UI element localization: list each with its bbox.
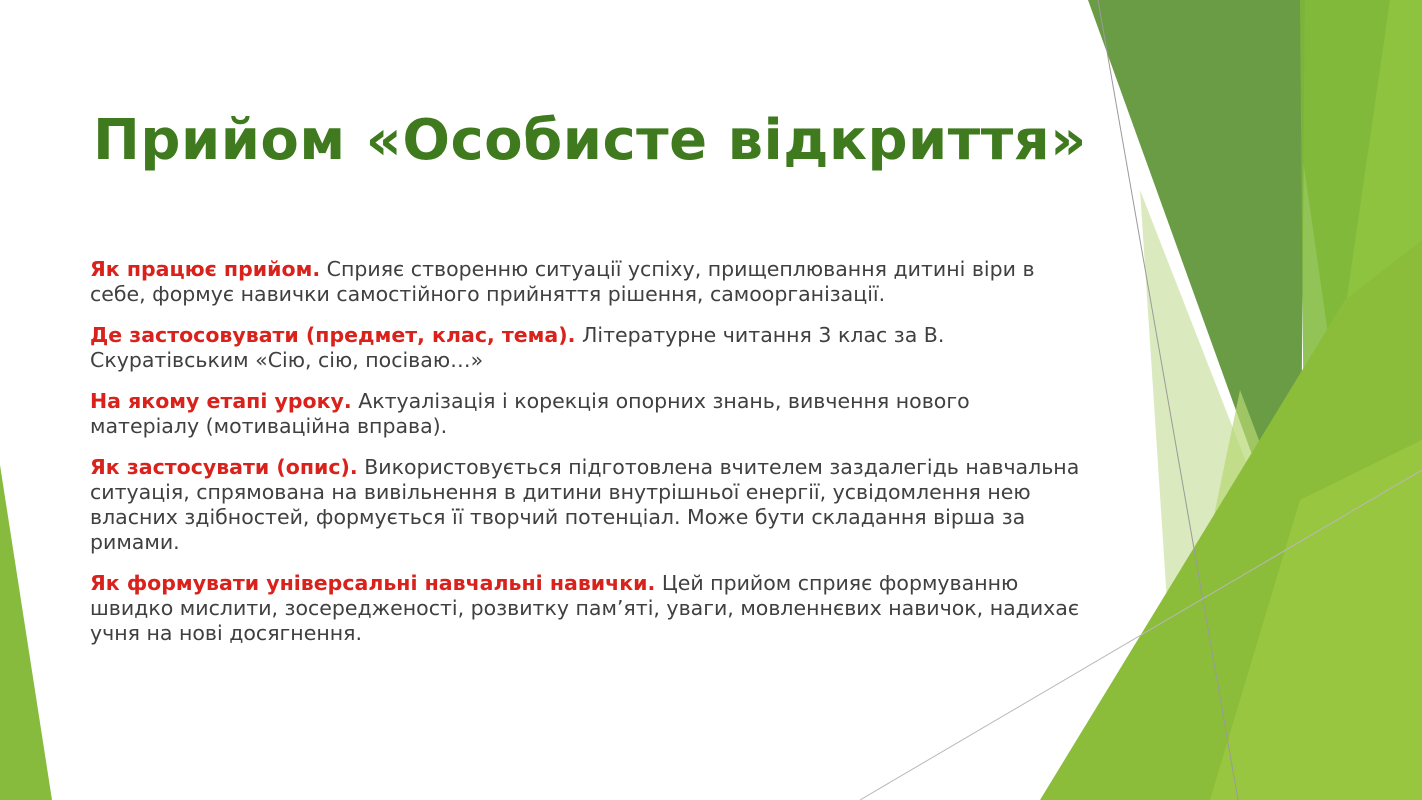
paragraph-label: На якому етапі уроку. xyxy=(90,389,352,413)
paragraph-text: Літературне читання 3 клас за В. Скуратівським «Сію, сію, посіваю…» xyxy=(90,323,945,372)
paragraph-label: Як застосувати (опис). xyxy=(90,455,358,479)
green-shape-left-edge xyxy=(0,465,52,800)
paragraph-label: Як працює прийом. xyxy=(90,257,321,281)
paragraph-how-it-works xyxy=(90,257,1080,307)
paragraph-label: Де застосовувати (предмет, клас, тема). xyxy=(90,323,576,347)
paragraph-text: Використовується підготовлена вчителем заздалегідь навчальна ситуація, спрямована на вивільнення в дитини внутрішньої енергії, усвідомлення нею власних здібностей, формується її творчий потенціал. Може бути складання вірша за римами. xyxy=(90,455,1080,554)
paragraph-universal-skills xyxy=(90,571,1080,646)
paragraph-label: Як формувати універсальні навчальні навички. xyxy=(90,571,656,595)
paragraph-text: Актуалізація і корекція опорних знань, вивчення нового матеріалу (мотиваційна вправа). xyxy=(90,389,970,438)
paragraph-how-to-apply xyxy=(90,455,1080,555)
slide-body xyxy=(90,257,1080,662)
paragraph-text: Цей прийом сприяє формуванню швидко мислити, зосередженості, розвитку пам’яті, уваги, мовленнєвих навичок, надихає учня на нові досягнення. xyxy=(90,571,1080,645)
slide-title: Прийом «Особисте відкриття» xyxy=(93,108,1087,173)
paragraph-lesson-stage xyxy=(90,389,1080,439)
paragraph-text: Сприяє створенню ситуації успіху, прищеплювання дитині віри в себе, формує навички самостійного прийняття рішення, самоорганізації. xyxy=(90,257,1035,306)
paragraph-where-to-apply xyxy=(90,323,1080,373)
